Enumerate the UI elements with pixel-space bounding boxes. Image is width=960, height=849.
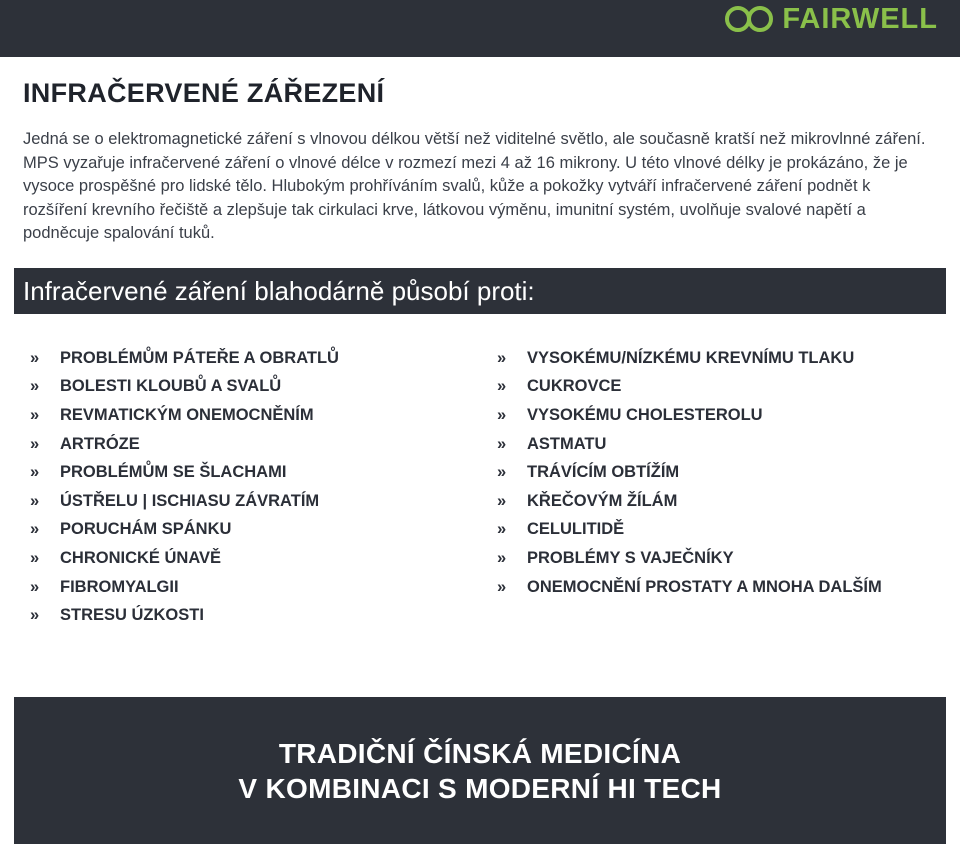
list-item-label: PROBLÉMŮM SE ŠLACHAMI: [60, 463, 287, 482]
list-item: [497, 516, 882, 545]
list-item-label: PORUCHÁM SPÁNKU: [60, 520, 232, 539]
list-item: [497, 401, 882, 430]
list-item: [30, 430, 339, 459]
list-item: [30, 373, 339, 402]
bullet-glyph: »: [30, 491, 40, 510]
list-item-label: ÚSTŘELU | ISCHIASU ZÁVRATÍM: [60, 491, 320, 510]
list-item-label: CELULITIDĚ: [527, 520, 625, 539]
bullet-glyph: »: [30, 348, 40, 367]
bullet-glyph: »: [497, 405, 507, 424]
list-item: [497, 487, 882, 516]
page-title: INFRAČERVENÉ ZÁŘEZENÍ: [23, 78, 385, 108]
footer-line-1: TRADIČNÍ ČÍNSKÁ MEDICÍNA: [278, 737, 682, 769]
footer-line-2: V KOMBINACI S MODERNÍ HI TECH: [238, 772, 722, 804]
bullet-glyph: »: [30, 405, 40, 424]
list-item: [497, 430, 882, 459]
list-item: [30, 573, 339, 602]
benefits-heading-band: [14, 268, 946, 314]
footer-banner: [14, 697, 946, 844]
bullet-glyph: »: [497, 434, 507, 453]
list-item: [30, 458, 339, 487]
list-item: [497, 373, 882, 402]
list-item: [30, 516, 339, 545]
bullet-glyph: »: [30, 606, 40, 625]
list-item: [30, 487, 339, 516]
list-item-label: KŘEČOVÝM ŽÍLÁM: [527, 491, 678, 510]
list-item-label: TRÁVÍCÍM OBTÍŽÍM: [527, 463, 680, 482]
list-item-label: VYSOKÉMU CHOLESTEROLU: [527, 405, 763, 424]
list-item-label: CUKROVCE: [527, 377, 622, 396]
list-item: [30, 344, 339, 373]
list-item-label: FIBROMYALGII: [60, 577, 179, 596]
list-item: [30, 544, 339, 573]
bullet-glyph: »: [497, 348, 507, 367]
bullet-glyph: »: [30, 434, 40, 453]
bullet-glyph: »: [30, 377, 40, 396]
list-item: [497, 544, 882, 573]
list-item: [30, 601, 339, 630]
bullet-glyph: »: [497, 577, 507, 596]
list-item: [497, 344, 882, 373]
list-item: [30, 401, 339, 430]
benefits-list-right: [497, 344, 882, 601]
list-item: [497, 458, 882, 487]
intro-paragraph: Jedná se o elektromagnetické záření s vlnovou délkou větší než viditelné světlo, ale současně kratší než mikrovlnné záření. MPS vyzařuje infračervené záření o vlnové délce v rozmezí mezi 4 až 16 mikrony. U této vlnové délky je prokázáno, že je vysoce prospěšné pro lidské tělo. Hlubokým prohříváním svalů, kůže a pokožky vytváří infračervené záření podnět k rozšíření krevního řečiště a zlepšuje tak cirkulaci krve, látkovou výměnu, imunitní systém, uvolňuje svalové napětí a podněcuje spalování tuků.: [23, 130, 926, 242]
bullet-glyph: »: [497, 377, 507, 396]
list-item-label: BOLESTI KLOUBŮ A SVALŮ: [60, 377, 282, 396]
list-item-label: VYSOKÉMU/NÍZKÉMU KREVNÍMU TLAKU: [527, 348, 855, 367]
bullet-glyph: »: [30, 463, 40, 482]
header-bar: [0, 0, 960, 57]
bullet-glyph: »: [30, 577, 40, 596]
benefits-heading: Infračervené záření blahodárně působí proti:: [23, 276, 535, 306]
list-item: [497, 573, 882, 602]
list-item-label: ARTRÓZE: [60, 434, 140, 453]
bullet-glyph: »: [497, 548, 507, 567]
bullet-glyph: »: [30, 520, 40, 539]
list-item-label: ONEMOCNĚNÍ PROSTATY A MNOHA DALŠÍM: [527, 577, 882, 596]
list-item-label: REVMATICKÝM ONEMOCNĚNÍM: [60, 405, 314, 424]
fairwell-logo[interactable]: [724, 4, 938, 34]
bullet-glyph: »: [497, 520, 507, 539]
list-item-label: PROBLÉMY S VAJEČNÍKY: [527, 548, 734, 567]
list-item-label: ASTMATU: [527, 434, 607, 453]
list-item-label: CHRONICKÉ ÚNAVĚ: [60, 548, 222, 567]
logo-text: FAIRWELL: [782, 3, 938, 35]
infinity-icon: [724, 4, 778, 34]
list-item-label: PROBLÉMŮM PÁTEŘE A OBRATLŮ: [60, 348, 339, 367]
list-item-label: STRESU ÚZKOSTI: [60, 606, 204, 625]
benefits-list-left: [30, 344, 339, 630]
bullet-glyph: »: [497, 491, 507, 510]
bullet-glyph: »: [30, 548, 40, 567]
bullet-glyph: »: [497, 463, 507, 482]
